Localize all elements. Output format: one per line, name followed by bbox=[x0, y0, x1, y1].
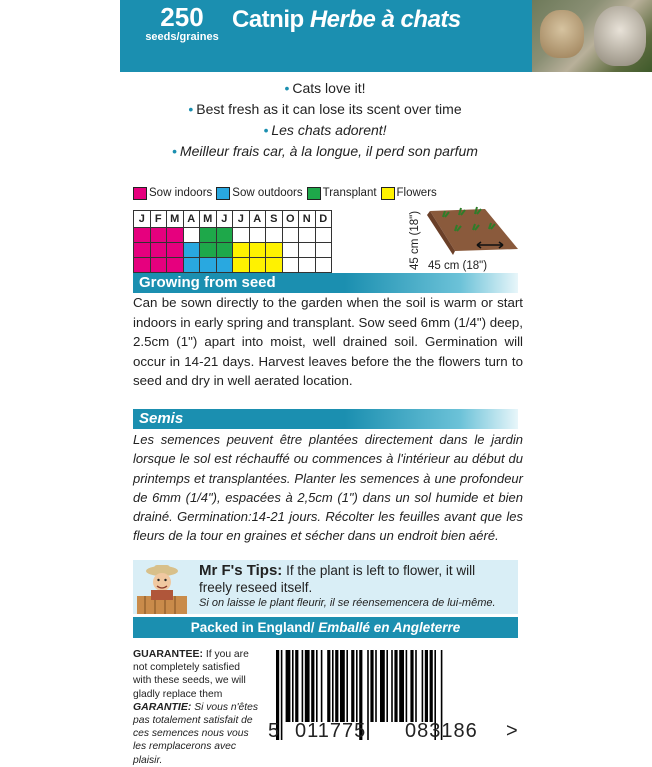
calendar-cell bbox=[315, 243, 332, 258]
row-spacing-illustration bbox=[425, 205, 520, 255]
barcode-bar bbox=[340, 650, 345, 722]
calendar-cell bbox=[266, 243, 283, 258]
calendar-cell bbox=[150, 243, 167, 258]
calendar-row-bottom bbox=[134, 258, 332, 273]
barcode-left-digits: 011775 bbox=[295, 720, 367, 742]
spacing-horizontal-label: 45 cm (18") bbox=[428, 260, 488, 272]
legend-transplant: Transplant bbox=[307, 185, 377, 201]
packed-english: Packed in England/ bbox=[190, 620, 315, 635]
tips-text-french: Si on laisse le plant fleurir, il se réensemencera de lui-même. bbox=[199, 597, 496, 609]
calendar-cell bbox=[282, 228, 299, 243]
legend-swatch bbox=[133, 187, 147, 200]
seed-count-box bbox=[132, 0, 232, 72]
barcode-bar bbox=[356, 650, 358, 722]
tips-label: Mr F's Tips: bbox=[199, 562, 283, 579]
calendar-cell bbox=[134, 228, 151, 243]
calendar-cell bbox=[167, 258, 184, 273]
calendar-cell bbox=[134, 243, 151, 258]
bullet-dot-icon: • bbox=[172, 143, 177, 159]
packed-in-bar bbox=[133, 617, 518, 638]
barcode-bar bbox=[327, 650, 330, 722]
barcode-bar bbox=[292, 650, 294, 722]
calendar-cell bbox=[216, 258, 233, 273]
legend-sow-outdoors: Sow outdoors bbox=[216, 185, 302, 201]
calendar-cell bbox=[315, 228, 332, 243]
barcode-bar bbox=[386, 650, 388, 722]
barcode-bar bbox=[295, 650, 298, 722]
calendar-cell bbox=[249, 243, 266, 258]
calendar-cell bbox=[167, 243, 184, 258]
barcode-bar bbox=[375, 650, 377, 722]
calendar-month: D bbox=[315, 211, 332, 228]
cat-grey-image bbox=[594, 6, 646, 66]
packed-french: Emballé en Angleterre bbox=[318, 620, 461, 635]
calendar-month: O bbox=[282, 211, 299, 228]
calendar-cell bbox=[216, 228, 233, 243]
calendar-month: F bbox=[150, 211, 167, 228]
calendar-cell bbox=[183, 228, 200, 243]
spacing-vertical-label: 45 cm (18") bbox=[409, 210, 421, 270]
calendar-cell bbox=[282, 258, 299, 273]
growing-text: Can be sown directly to the garden when the soil is warm or start indoors in early spring and transplant. Sow seed 6mm (1/4") deep, 2.5cm (1") apart into moist, well drained soil. Germination will occur in 14-21 days. Harvest leaves before the the flowers turn to seed and dry in well aerated location. bbox=[133, 295, 523, 388]
feature-bullets bbox=[0, 78, 650, 162]
barcode-bar bbox=[406, 650, 408, 722]
calendar-cell bbox=[266, 228, 283, 243]
bullet-dot-icon: • bbox=[263, 122, 269, 138]
calendar-month: N bbox=[299, 211, 316, 228]
calendar-cell bbox=[233, 243, 250, 258]
title-english: Catnip bbox=[232, 6, 304, 33]
barcode-end-mark: > bbox=[506, 720, 519, 742]
calendar-cell bbox=[183, 243, 200, 258]
calendar-cell bbox=[200, 258, 217, 273]
calendar-cell bbox=[249, 228, 266, 243]
bullet-dot-icon: • bbox=[284, 80, 290, 96]
semis-text: Les semences peuvent être plantées directement dans le jardin lorsque le sol est réchauffé ou commences à l'intérieur au début du printemps et transplantées. Planter les semences à une profondeur de 6mm (1/4"), espacées à 2,5cm (1") dans un sol humide et bien drainé. Germination:14-21 jours. Récolter les feuilles avant que les fleurs de la tour en graines et sécher dans un endroit bien aéré. bbox=[133, 432, 523, 544]
barcode-bar bbox=[302, 650, 304, 722]
calendar-cell bbox=[167, 228, 184, 243]
calendar-cell bbox=[200, 243, 217, 258]
tips-text-english: Mr F's Tips: If the plant is left to flower, it will freely reseed itself. bbox=[199, 562, 476, 595]
cat-tabby-image bbox=[540, 10, 584, 58]
calendar-cell bbox=[299, 228, 316, 243]
barcode-bar bbox=[321, 650, 323, 722]
semis-heading: Semis bbox=[133, 409, 518, 429]
barcode-bar bbox=[380, 650, 385, 722]
barcode-bar bbox=[391, 650, 393, 722]
calendar-month: J bbox=[233, 211, 250, 228]
calendar-cell bbox=[183, 258, 200, 273]
calendar-cell bbox=[150, 258, 167, 273]
legend-sow-indoors: Sow indoors bbox=[133, 185, 212, 201]
calendar-row-mid bbox=[134, 243, 332, 258]
calendar-month: J bbox=[216, 211, 233, 228]
barcode-bar bbox=[335, 650, 338, 722]
barcode-bar bbox=[311, 650, 314, 722]
calendar-month-row bbox=[134, 211, 332, 228]
bullet-item: • Best fresh as it can lose its scent over time bbox=[188, 101, 462, 117]
legend-swatch bbox=[381, 187, 395, 200]
bullet-dot-icon: • bbox=[188, 101, 194, 117]
barcode-bar bbox=[281, 650, 283, 740]
barcode-bar bbox=[422, 650, 424, 722]
calendar-cell bbox=[249, 258, 266, 273]
barcode-right-digits: 083186 bbox=[405, 720, 478, 742]
calendar-cell bbox=[282, 243, 299, 258]
calendar-month: M bbox=[200, 211, 217, 228]
bullet-item: • Meilleur frais car, à la longue, il perd son parfum bbox=[172, 143, 478, 159]
product-title bbox=[232, 6, 461, 34]
guarantee-label: GUARANTEE: bbox=[133, 648, 203, 660]
barcode-bar bbox=[286, 650, 291, 722]
barcode-bar bbox=[305, 650, 310, 722]
mr-f-avatar bbox=[137, 562, 187, 614]
barcode-bar bbox=[332, 650, 334, 722]
barcode-bar bbox=[415, 650, 417, 722]
calendar-row-top bbox=[134, 228, 332, 243]
calendar-month: A bbox=[183, 211, 200, 228]
calendar-cell bbox=[233, 258, 250, 273]
calendar-cell bbox=[150, 228, 167, 243]
barcode-bar bbox=[410, 650, 413, 722]
legend-swatch bbox=[307, 187, 321, 200]
calendar-cell bbox=[233, 228, 250, 243]
seed-count: 250 bbox=[160, 2, 204, 32]
barcode-bar bbox=[425, 650, 428, 722]
calendar-cell bbox=[216, 243, 233, 258]
bullet-item: • Les chats adorent! bbox=[263, 122, 387, 138]
title-french: Herbe à chats bbox=[309, 6, 461, 33]
barcode-bar bbox=[430, 650, 433, 722]
barcode-bar bbox=[346, 650, 348, 722]
sowing-calendar bbox=[133, 210, 332, 273]
calendar-month: S bbox=[266, 211, 283, 228]
barcode-first-digit: 5 bbox=[268, 720, 281, 742]
guarantee-text: GUARANTEE: If you are not completely satisfied with these seeds, we will gladly replace them GARANTIE: Si vous n'êtes pas totalement satisfait de ces semences nous vous les remplacerons avec plaisir. bbox=[133, 648, 259, 766]
barcode-bar bbox=[351, 650, 354, 722]
garantie-label: GARANTIE: bbox=[133, 700, 192, 713]
barcode-bar bbox=[316, 650, 318, 722]
seed-count-unit: seeds/graines bbox=[145, 31, 219, 43]
growing-heading: Growing from seed bbox=[133, 273, 518, 293]
calendar-cell bbox=[134, 258, 151, 273]
barcode-bar bbox=[394, 650, 397, 722]
calendar-month: J bbox=[134, 211, 151, 228]
cats-photo bbox=[532, 0, 652, 72]
bullet-item: • Cats love it! bbox=[284, 80, 366, 96]
calendar-cell bbox=[315, 258, 332, 273]
calendar-cell bbox=[299, 258, 316, 273]
barcode-bar bbox=[367, 650, 369, 740]
tips-box bbox=[133, 560, 518, 614]
legend-swatch bbox=[216, 187, 230, 200]
calendar-month: A bbox=[249, 211, 266, 228]
barcode-bar bbox=[370, 650, 373, 722]
calendar-month: M bbox=[167, 211, 184, 228]
calendar-cell bbox=[200, 228, 217, 243]
calendar-cell bbox=[266, 258, 283, 273]
calendar-cell bbox=[299, 243, 316, 258]
legend-flowers: Flowers bbox=[381, 185, 437, 201]
barcode-bar bbox=[399, 650, 404, 722]
header-banner bbox=[120, 0, 532, 72]
calendar-legend bbox=[133, 185, 441, 201]
